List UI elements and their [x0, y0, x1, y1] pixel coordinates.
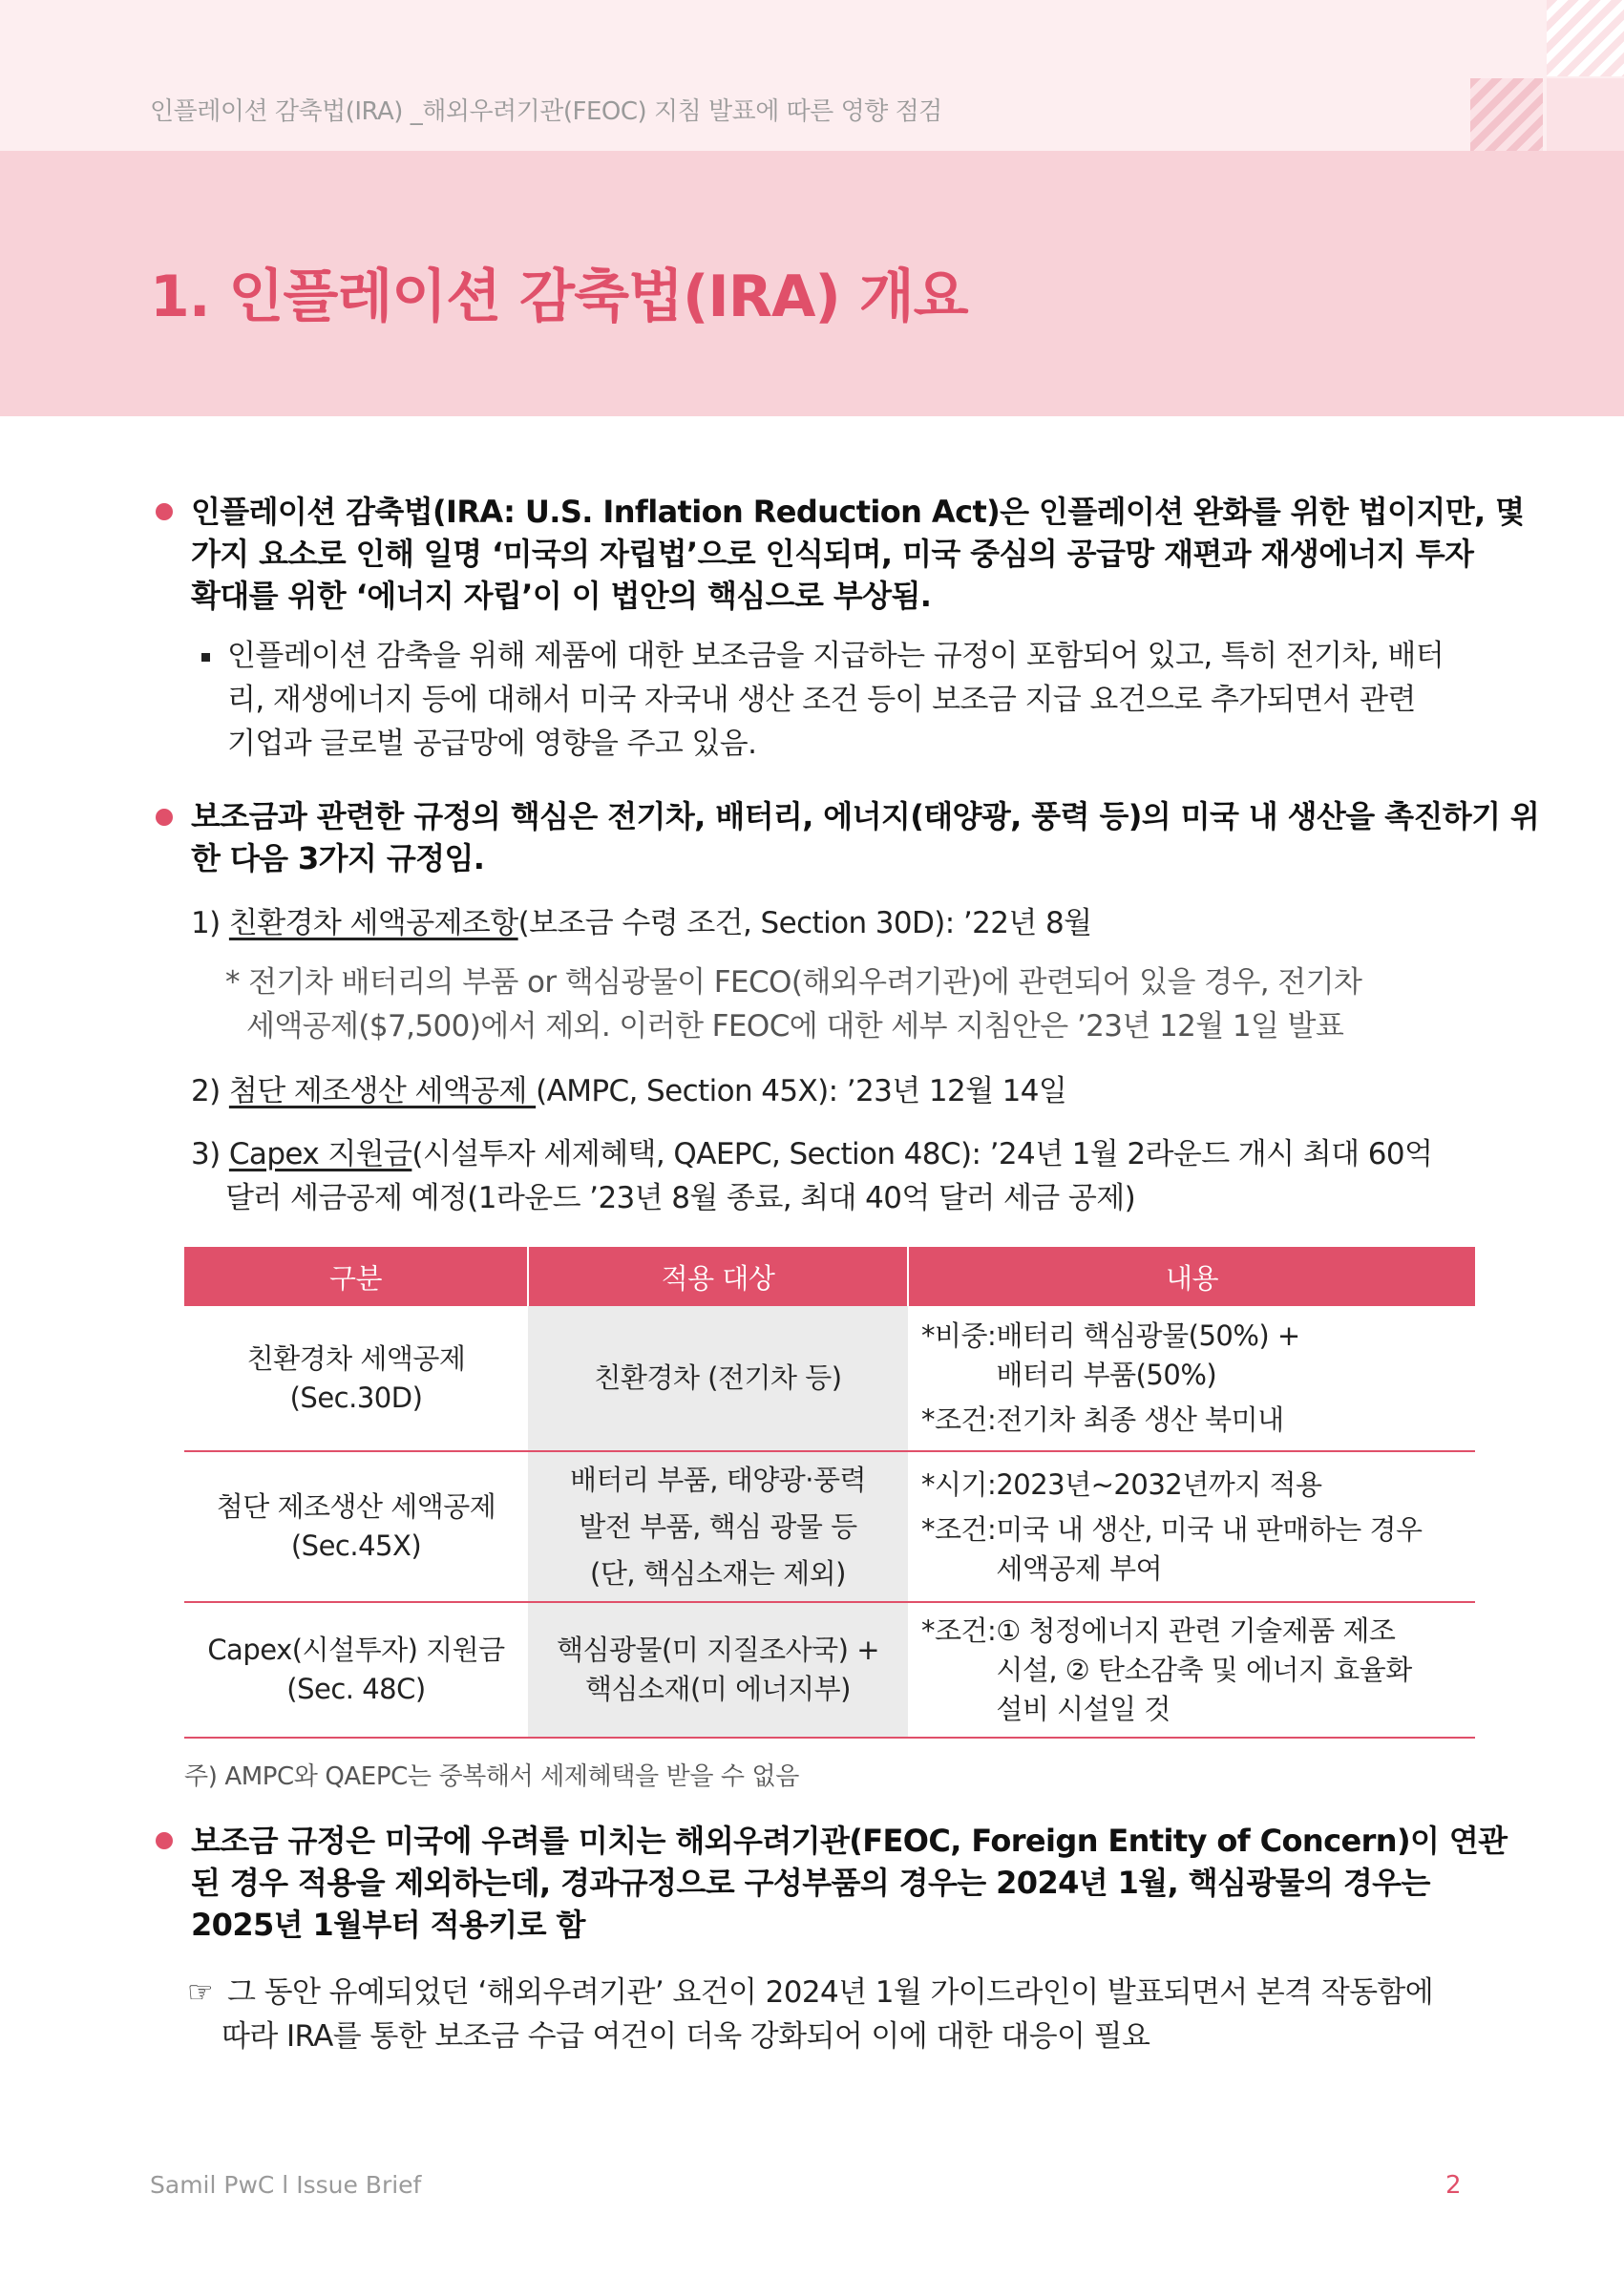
bullet-3: [191, 1820, 1507, 1946]
bullet-dot-icon: [156, 1832, 173, 1849]
cell-category: [184, 1602, 528, 1738]
bullet-2-line: 한 다음 3가지 규정임.: [191, 840, 485, 876]
cell-line: 첨단 제조생산 세액공제: [216, 1490, 496, 1523]
cell-line: 배터리 부품, 태양광·풍력: [569, 1463, 866, 1496]
content-line: 세액공제 부여: [996, 1551, 1163, 1585]
bullet-dot-icon: [156, 503, 173, 520]
content-key: *조건:: [921, 1403, 997, 1436]
bullet-3-line: 보조금 규정은 미국에 우려를 미치는 해외우려기관(FEOC, Foreign Entity of Concern)이 연관: [191, 1823, 1508, 1859]
cell-target: [528, 1451, 908, 1602]
table-row: [184, 1451, 1475, 1602]
bullet-1-line: 인플레이션 감축법(IRA: U.S. Inflation Reduction Act)은 인플레이션 완화를 위한 법이지만, 몇: [191, 494, 1525, 530]
cell-line: (단, 핵심소재는 제외): [590, 1556, 846, 1590]
content-key: *비중:: [921, 1319, 997, 1352]
footer-brand: Samil PwC l Issue Brief: [150, 2171, 422, 2199]
content-key: *조건:: [921, 1512, 997, 1546]
bullet-1-sub-line: 기업과 글로벌 공급망에 영향을 주고 있음.: [227, 727, 757, 761]
rule-item-num: 3): [191, 1137, 221, 1171]
pointing-hand-icon: ☞: [187, 1975, 214, 2010]
page-number: 2: [1445, 2171, 1462, 2200]
bullet-1-sub: [227, 634, 1444, 766]
decor-block: [1547, 78, 1624, 151]
bullet-3-line: 된 경우 적용을 제외하는데, 경과규정으로 구성부품의 경우는 2024년 1월, 핵심광물의 경우는: [191, 1865, 1430, 1901]
rule-item-num: 2): [191, 1074, 221, 1108]
note-line: * 전기차 배터리의 부품 or 핵심광물이 FECO(해외우려기관)에 관련되어 있을 경우, 전기차: [225, 965, 1362, 1000]
content-key: *조건:: [921, 1614, 997, 1647]
decor-stripes: [1470, 78, 1543, 151]
table-row: [184, 1602, 1475, 1738]
bullet-3-implication: [221, 1971, 1434, 2058]
cell-category: [184, 1451, 528, 1602]
content-line: 시설, ② 탄소감축 및 에너지 효율화: [996, 1653, 1412, 1686]
table-header-row: [184, 1247, 1475, 1306]
cell-target: [528, 1306, 908, 1451]
implication-line: 그 동안 유예되었던 ‘해외우려기관’ 요건이 2024년 1월 가이드라인이 발표되면서 본격 작동함에: [227, 1975, 1434, 2010]
content-line: 배터리 부품(50%): [996, 1359, 1217, 1391]
rule-item-3: [191, 1132, 1432, 1220]
cell-line: (Sec. 48C): [286, 1673, 426, 1705]
content-line: 전기차 최종 생산 북미내: [996, 1403, 1284, 1436]
rule-item-desc-cont: 달러 세금공제 예정(1라운드 ’23년 8월 종료, 최대 40억 달러 세금 공제): [225, 1181, 1136, 1215]
bullet-1: [191, 491, 1524, 617]
running-title: 인플레이션 감축법(IRA) _해외우려기관(FEOC) 지침 발표에 따른 영향 점검: [150, 97, 942, 126]
bullet-1-line: 확대를 위한 ‘에너지 자립’이 이 법안의 핵심으로 부상됨.: [191, 578, 932, 614]
rule-item-1-note: [225, 960, 1361, 1048]
rule-item-desc: (AMPC, Section 45X): ’23년 12월 14일: [536, 1074, 1067, 1108]
content-key: *시기:: [921, 1467, 997, 1501]
bullet-3-line: 2025년 1월부터 적용키로 함: [191, 1907, 585, 1943]
cell-target: [528, 1602, 908, 1738]
rule-item-num: 1): [191, 906, 221, 940]
section-title: 1. 인플레이션 감축법(IRA) 개요: [150, 264, 968, 330]
rule-item-desc: (보조금 수령 조건, Section 30D): ’22년 8월: [517, 906, 1092, 940]
header-band: [0, 0, 1624, 151]
cell-line: 핵심소재(미 에너지부): [585, 1673, 851, 1705]
content-line: ① 청정에너지 관련 기술제품 제조: [996, 1614, 1396, 1647]
cell-line: 친환경차 (전기차 등): [594, 1361, 842, 1394]
cell-line: 친환경차 세액공제: [246, 1341, 466, 1375]
note-line: 세액공제($7,500)에서 제외. 이러한 FEOC에 대한 세부 지침안은 ’23년 12월 1일 발표: [246, 1009, 1344, 1044]
bullet-1-sub-line: 리, 재생에너지 등에 대해서 미국 자국내 생산 조건 등이 보조금 지급 요건으로 추가되면서 관련: [227, 683, 1416, 717]
cell-line: (Sec.45X): [290, 1529, 422, 1562]
section-title-band: [0, 151, 1624, 416]
content-line: 배터리 핵심광물(50%) +: [996, 1319, 1300, 1352]
column-header: 적용 대상: [528, 1247, 908, 1306]
column-header: 구분: [184, 1247, 528, 1306]
cell-content: [908, 1451, 1475, 1602]
implication-line: 따라 IRA를 통한 보조금 수급 여건이 더욱 강화되어 이에 대한 대응이 필요: [221, 2019, 1150, 2054]
bullet-2: [191, 795, 1539, 879]
rule-item-1: [191, 901, 1091, 945]
rule-item-name: 친환경차 세액공제조항: [228, 906, 518, 940]
subsidy-rules-table: [184, 1247, 1475, 1739]
cell-line: 핵심광물(미 지질조사국) +: [556, 1634, 879, 1666]
bullet-2-line: 보조금과 관련한 규정의 핵심은 전기차, 배터리, 에너지(태양광, 풍력 등)의 미국 내 생산을 촉진하기 위: [191, 798, 1540, 834]
cell-line: Capex(시설투자) 지원금: [207, 1634, 505, 1666]
cell-content: [908, 1602, 1475, 1738]
rule-item-2: [191, 1069, 1066, 1113]
table-footnote: 주) AMPC와 QAEPC는 중복해서 세제혜택을 받을 수 없음: [184, 1762, 799, 1791]
bullet-1-line: 가지 요소로 인해 일명 ‘미국의 자립법’으로 인식되며, 미국 중심의 공급망 재편과 재생에너지 투자: [191, 536, 1474, 572]
rule-item-name: 첨단 제조생산 세액공제: [228, 1074, 537, 1108]
rule-item-name: Capex 지원금: [228, 1137, 412, 1171]
content-line: 2023년~2032년까지 적용: [996, 1467, 1322, 1501]
bullet-1-sub-line: 인플레이션 감축을 위해 제품에 대한 보조금을 지급하는 규정이 포함되어 있고, 특히 전기차, 배터: [227, 639, 1445, 673]
bullet-dot-icon: [156, 809, 173, 826]
content-line: 설비 시설일 것: [996, 1692, 1171, 1725]
cell-content: [908, 1306, 1475, 1451]
column-header: 내용: [908, 1247, 1475, 1306]
cell-line: 발전 부품, 핵심 광물 등: [579, 1509, 857, 1543]
square-bullet-icon: [201, 653, 210, 662]
decor-stripes-top: [1547, 0, 1624, 76]
rule-item-desc: (시설투자 세제혜택, QAEPC, Section 48C): ’24년 1월 2라운드 개시 최대 60억: [411, 1137, 1433, 1171]
table-row: [184, 1306, 1475, 1451]
content-line: 미국 내 생산, 미국 내 판매하는 경우: [996, 1512, 1423, 1546]
cell-line: (Sec.30D): [289, 1381, 423, 1414]
cell-category: [184, 1306, 528, 1451]
